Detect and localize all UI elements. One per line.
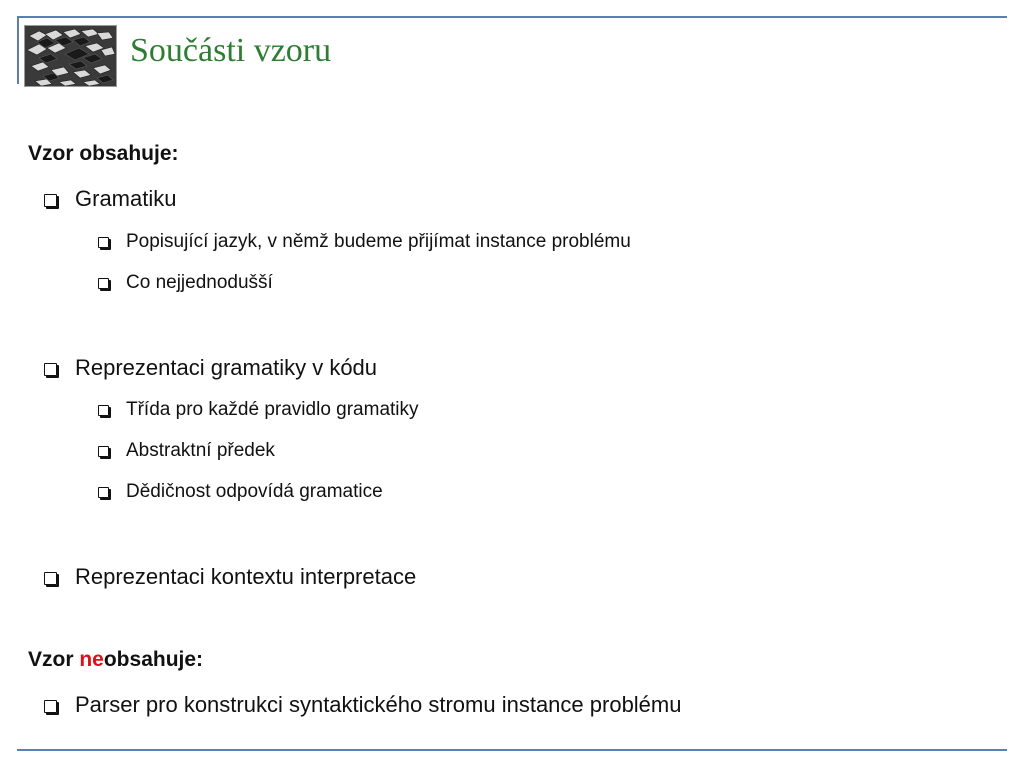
sub-list-item-label: Abstraktní předek <box>126 440 275 461</box>
sub-list-item <box>98 400 419 419</box>
list-item <box>44 694 681 716</box>
bottom-rule <box>17 749 1007 751</box>
section-heading-not-contains <box>28 649 203 670</box>
list-item-label: Gramatiku <box>75 186 177 211</box>
sub-list-item <box>98 273 273 292</box>
checkbox-bullet-icon <box>98 405 109 416</box>
sub-list-item <box>98 232 631 251</box>
checkbox-bullet-icon <box>98 237 109 248</box>
sub-list-item-label: Popisující jazyk, v němž budeme přijímat instance problému <box>126 231 631 252</box>
list-item <box>44 566 416 588</box>
heading-suffix: obsahuje: <box>103 648 204 671</box>
escher-pattern-icon <box>24 25 117 87</box>
list-item <box>44 357 377 379</box>
checkbox-bullet-icon <box>44 363 57 376</box>
list-item-label: Parser pro konstrukci syntaktického stromu instance problému <box>75 692 682 717</box>
top-rule <box>17 16 1007 18</box>
sub-list-item <box>98 441 275 460</box>
heading-prefix: Vzor <box>28 648 80 671</box>
checkbox-bullet-icon <box>44 194 57 207</box>
list-item <box>44 188 176 210</box>
checkbox-bullet-icon <box>98 487 109 498</box>
section-heading-contains: Vzor obsahuje: <box>28 142 179 165</box>
list-item-label: Reprezentaci kontextu interpretace <box>75 564 417 589</box>
checkbox-bullet-icon <box>98 446 109 457</box>
slide-title: Součásti vzoru <box>130 32 332 69</box>
checkbox-bullet-icon <box>44 572 57 585</box>
sub-list-item-label: Třída pro každé pravidlo gramatiky <box>126 399 419 420</box>
heading-accent: ne <box>79 648 104 671</box>
sub-list-item <box>98 482 383 501</box>
sub-list-item-label: Co nejjednodušší <box>126 272 273 293</box>
left-rule <box>17 16 19 84</box>
sub-list-item-label: Dědičnost odpovídá gramatice <box>126 481 383 502</box>
list-item-label: Reprezentaci gramatiky v kódu <box>75 355 378 380</box>
checkbox-bullet-icon <box>98 278 109 289</box>
checkbox-bullet-icon <box>44 700 57 713</box>
